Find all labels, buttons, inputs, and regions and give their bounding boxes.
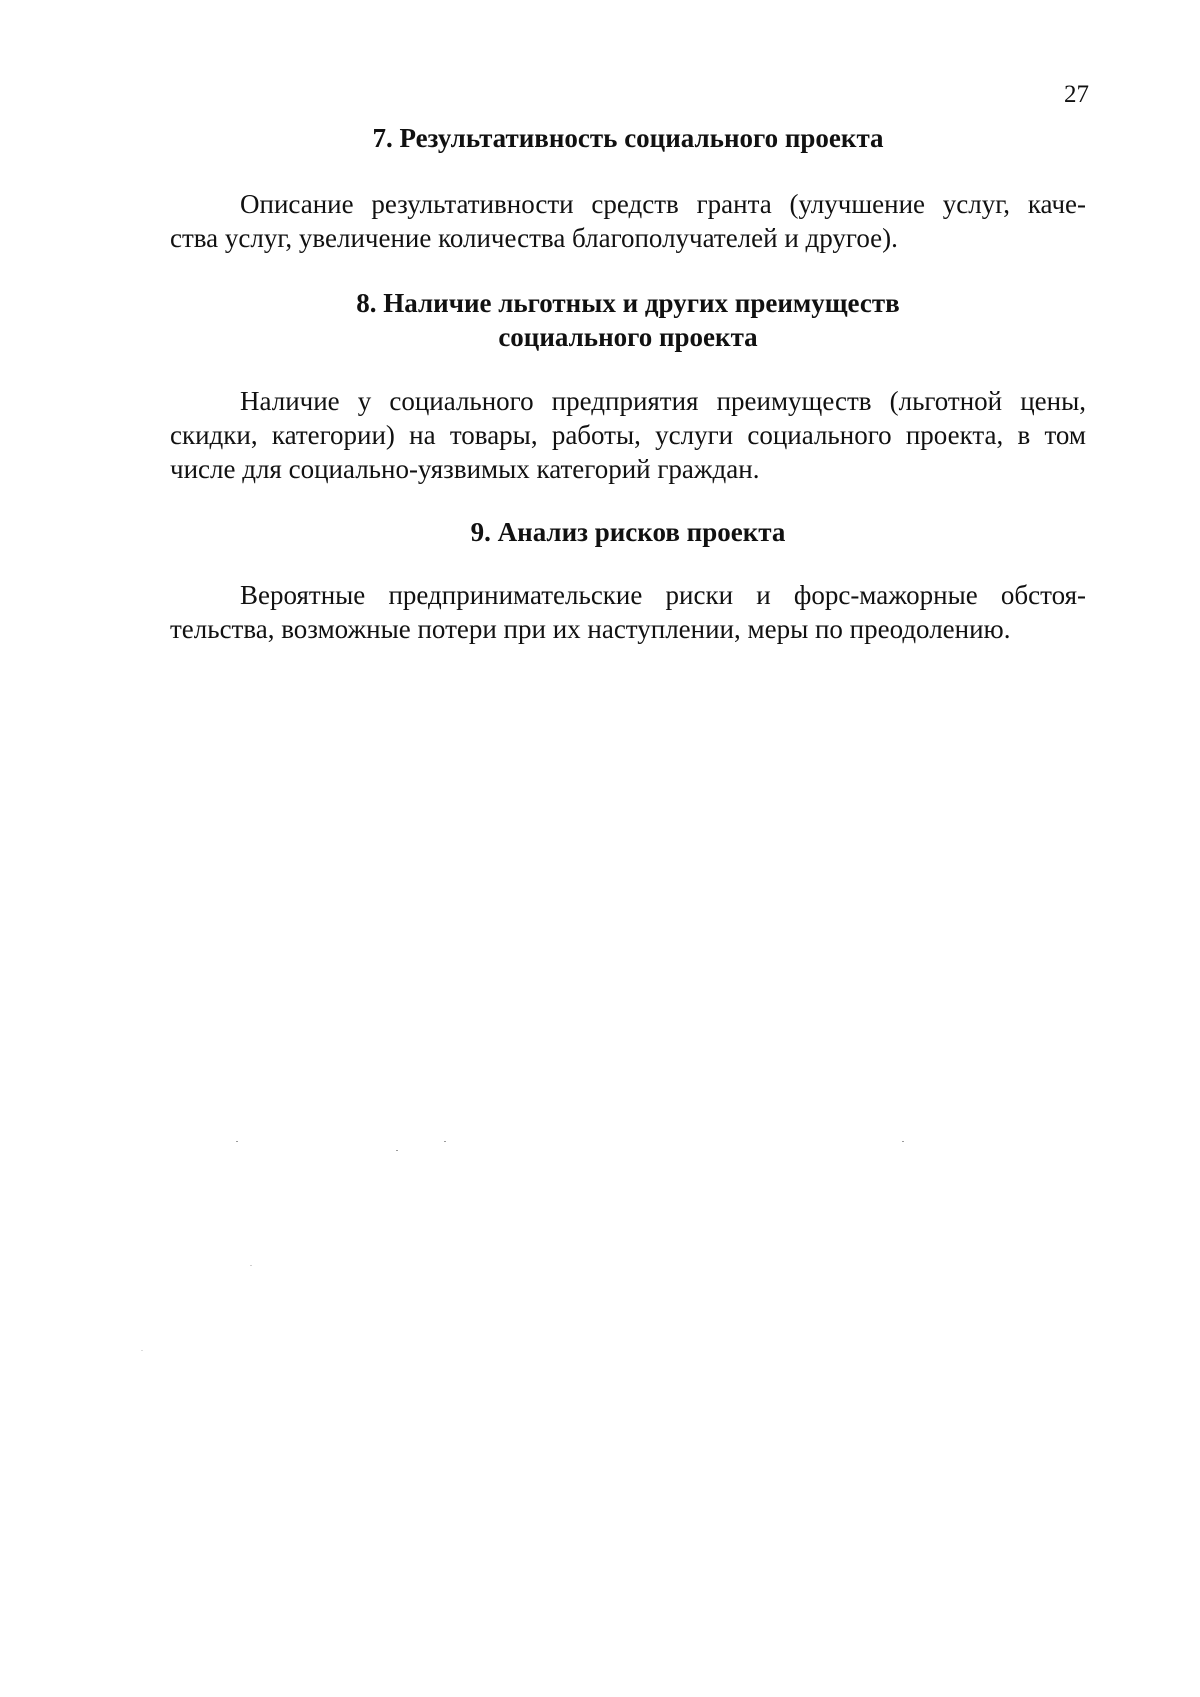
section-9-heading-line: 9. Анализ рисков проекта — [470, 517, 786, 547]
section-8-heading-line: социального проекта — [498, 322, 758, 352]
section-8-paragraph-line: Наличие у социального предприятия преимуществ (льготной цены, — [240, 386, 1086, 416]
section-9-paragraph — [170, 578, 1086, 646]
scan-speck — [396, 1150, 398, 1151]
scan-speck — [141, 1350, 143, 1351]
scan-speck — [444, 1141, 446, 1142]
section-8-heading — [170, 286, 1086, 354]
section-7-paragraph-line: ства услуг, увеличение количества благополучателей и другое). — [170, 223, 898, 253]
section-7-heading-line: 7. Результативность социального проекта — [372, 123, 884, 153]
section-8-paragraph-line: числе для социально-уязвимых категорий граждан. — [170, 454, 760, 484]
section-7-paragraph — [170, 187, 1086, 255]
section-8-paragraph — [170, 384, 1086, 486]
section-9-paragraph-line: тельства, возможные потери при их наступлении, меры по преодолению. — [170, 614, 1011, 644]
scan-speck — [902, 1141, 904, 1142]
section-8-paragraph-line: скидки, категории) на товары, работы, услуги социального проекта, в том — [170, 420, 1086, 450]
section-7-paragraph-line: Описание результативности средств гранта (улучшение услуг, каче- — [240, 189, 1086, 219]
section-8-heading-line: 8. Наличие льготных и других преимуществ — [356, 288, 900, 318]
section-7-heading — [170, 121, 1086, 155]
document-body — [170, 121, 1086, 646]
scan-speck — [236, 1141, 238, 1142]
section-9-paragraph-line: Вероятные предпринимательские риски и форс-мажорные обстоя- — [240, 580, 1086, 610]
scan-speck — [250, 1265, 252, 1266]
page-number: 27 — [1064, 81, 1089, 108]
section-9-heading — [170, 515, 1086, 549]
